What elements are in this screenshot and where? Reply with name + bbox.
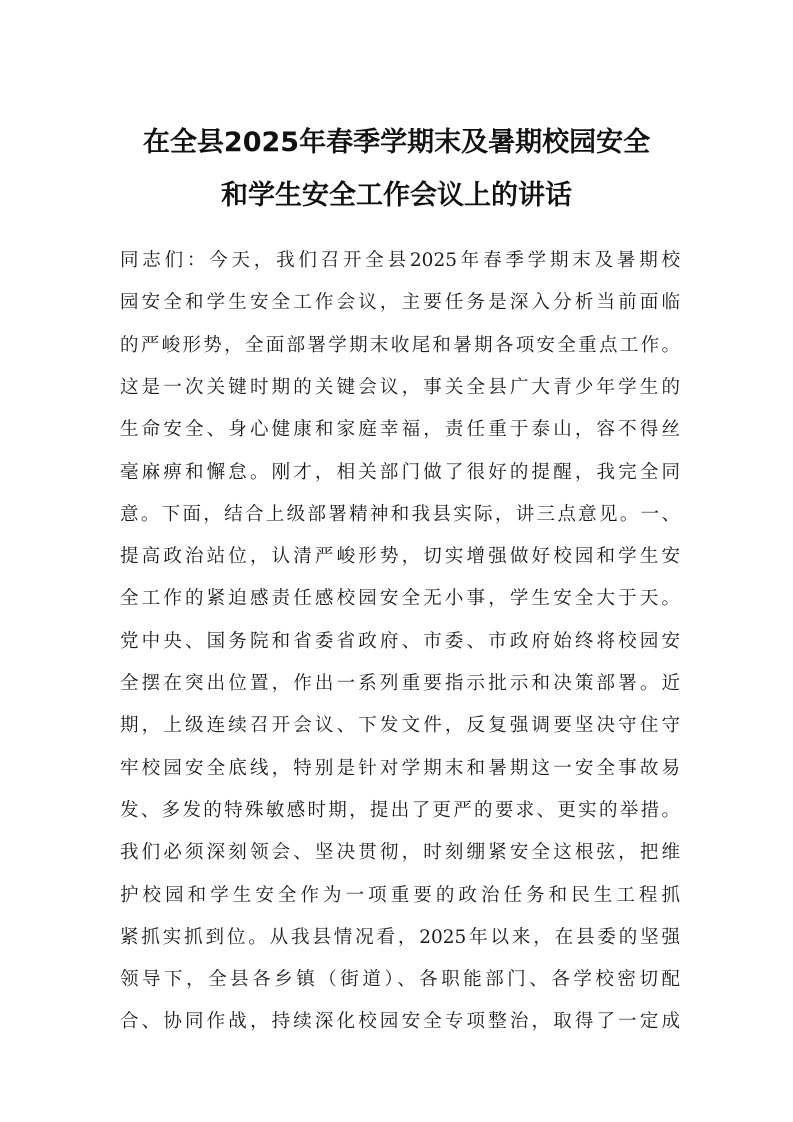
paragraph-line: 全摆在突出位置，作出一系列重要指示批示和决策部署。近	[120, 673, 680, 694]
paragraph-line: 领导下，全县各乡镇（街道）、各职能部门、各学校密切配	[120, 969, 680, 990]
paragraph-line: 护校园和学生安全作为一项重要的政治任务和民生工程抓	[120, 885, 680, 906]
paragraph-line: 提高政治站位，认清严峻形势，切实增强做好校园和学生安	[120, 546, 680, 567]
document-title-line-1: 在全县2025年春季学期末及暑期校园安全	[142, 127, 651, 158]
paragraph-line: 我们必须深刻领会、坚决贯彻，时刻绷紧安全这根弦，把维	[120, 842, 680, 863]
paragraph-line: 全工作的紧迫感责任感校园安全无小事，学生安全大于天。	[120, 588, 680, 609]
paragraph-line: 牢校园安全底线，特别是针对学期末和暑期这一安全事故易	[120, 758, 680, 779]
document-title-line-2: 和学生安全工作会议上的讲话	[221, 180, 572, 211]
paragraph-line: 期，上级连续召开会议、下发文件，反复强调要坚决守住守	[120, 715, 680, 736]
paragraph-line: 合、协同作战，持续深化校园安全专项整治，取得了一定成	[120, 1011, 680, 1032]
paragraph-line: 同志们：今天，我们召开全县2025年春季学期末及暑期校	[120, 250, 680, 271]
paragraph-line: 意。下面，结合上级部署精神和我县实际，讲三点意见。一、	[120, 504, 680, 525]
paragraph-line: 党中央、国务院和省委省政府、市委、市政府始终将校园安	[120, 631, 680, 652]
paragraph-line: 这是一次关键时期的关键会议，事关全县广大青少年学生的	[120, 377, 680, 398]
paragraph-line: 园安全和学生安全工作会议，主要任务是深入分析当前面临	[120, 292, 680, 313]
paragraph-line: 毫麻痹和懈怠。刚才，相关部门做了很好的提醒，我完全同	[120, 462, 680, 483]
paragraph-line: 紧抓实抓到位。从我县情况看，2025年以来，在县委的坚强	[120, 927, 680, 948]
paragraph-line: 生命安全、身心健康和家庭幸福，责任重于泰山，容不得丝	[120, 419, 680, 440]
paragraph-line: 的严峻形势，全面部署学期末收尾和暑期各项安全重点工作。	[120, 335, 680, 356]
paragraph-line: 发、多发的特殊敏感时期，提出了更严的要求、更实的举措。	[120, 800, 680, 821]
